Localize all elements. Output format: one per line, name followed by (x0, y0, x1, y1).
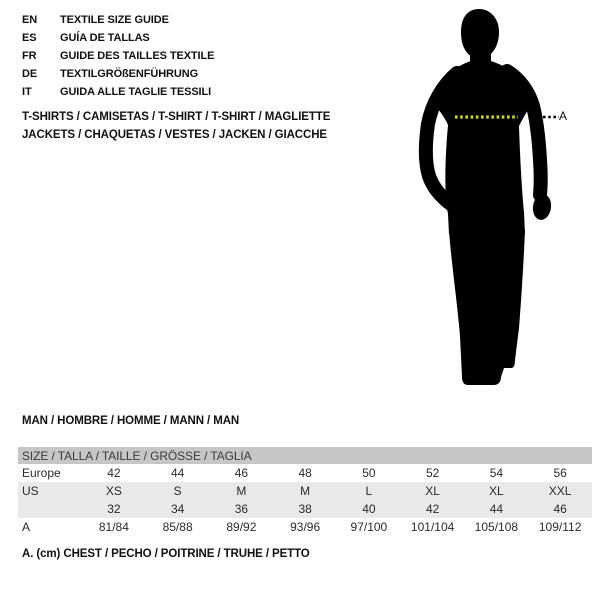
cell: XXL (548, 484, 572, 498)
silhouette-legs (449, 230, 525, 385)
cell: 97/100 (350, 520, 388, 534)
cell: 101/104 (410, 520, 455, 534)
cell: 89/92 (226, 520, 257, 534)
language-title: TEXTILGRÖßENFÜHRUNG (60, 68, 199, 80)
row-label: Europe (22, 466, 61, 480)
cell: 105/108 (474, 520, 519, 534)
language-title: GUÍA DE TALLAS (60, 32, 150, 44)
cell: 109/112 (538, 520, 582, 534)
cell: M (300, 484, 311, 498)
language-row-it (22, 83, 214, 101)
cell: L (365, 484, 373, 498)
cell: 36 (234, 502, 249, 516)
cell: 38 (298, 502, 312, 516)
cell: XL (489, 484, 504, 498)
table-row-us (18, 482, 592, 500)
cell: XS (105, 484, 122, 498)
language-code: EN (22, 14, 38, 26)
table-row-size-number (18, 500, 592, 518)
language-list (22, 11, 214, 101)
cell: 93/96 (290, 520, 321, 534)
cell: 48 (298, 466, 312, 480)
cell: 85/88 (162, 520, 193, 534)
cell: 32 (107, 502, 121, 516)
language-code: FR (22, 50, 37, 62)
row-label: US (22, 484, 39, 498)
man-silhouette-figure (415, 6, 575, 396)
language-title: GUIDA ALLE TAGLIE TESSILI (60, 86, 212, 98)
size-table-header-label: SIZE / TALLA / TAILLE / GRÖSSE / TAGLIA (22, 448, 252, 463)
language-code: DE (22, 68, 38, 80)
cell: 40 (362, 502, 376, 516)
language-row-es (22, 29, 214, 47)
size-table (18, 447, 592, 536)
measure-label-a: A (559, 109, 568, 123)
table-row-chest-a (18, 518, 592, 536)
category-tshirts: T-SHIRTS / CAMISETAS / T-SHIRT / T-SHIRT / MAGLIETTE (22, 111, 331, 123)
size-table-header (18, 447, 592, 464)
cell: 50 (362, 466, 376, 480)
cell: XL (425, 484, 440, 498)
cell: 54 (489, 466, 504, 480)
cell: M (236, 484, 247, 498)
cell: 81/84 (98, 520, 129, 534)
cell: S (173, 484, 182, 498)
man-silhouette (426, 9, 553, 385)
cell: 56 (553, 466, 567, 480)
cell: 46 (553, 502, 567, 516)
cell: 34 (170, 502, 185, 516)
category-jackets: JACKETS / CHAQUETAS / VESTES / JACKEN / GIACCHE (22, 129, 327, 141)
language-title: TEXTILE SIZE GUIDE (60, 14, 169, 26)
language-code: IT (22, 86, 32, 98)
language-code: ES (22, 32, 37, 44)
footnote-chest: A. (cm) CHEST / PECHO / POITRINE / TRUHE / PETTO (22, 548, 310, 560)
language-row-fr (22, 47, 214, 65)
language-row-de (22, 65, 214, 83)
cell: 44 (489, 502, 504, 516)
language-title: GUIDE DES TAILLES TEXTILE (60, 50, 215, 62)
language-row-en (22, 11, 214, 29)
category-lines (22, 108, 330, 144)
cell: 42 (425, 502, 440, 516)
cell: 42 (107, 466, 121, 480)
cell: 46 (234, 466, 249, 480)
section-title-man: MAN / HOMBRE / HOMME / MANN / MAN (22, 415, 240, 427)
table-row-europe (18, 464, 592, 482)
cell: 52 (425, 466, 440, 480)
row-label: A (22, 520, 31, 534)
cell: 44 (170, 466, 185, 480)
